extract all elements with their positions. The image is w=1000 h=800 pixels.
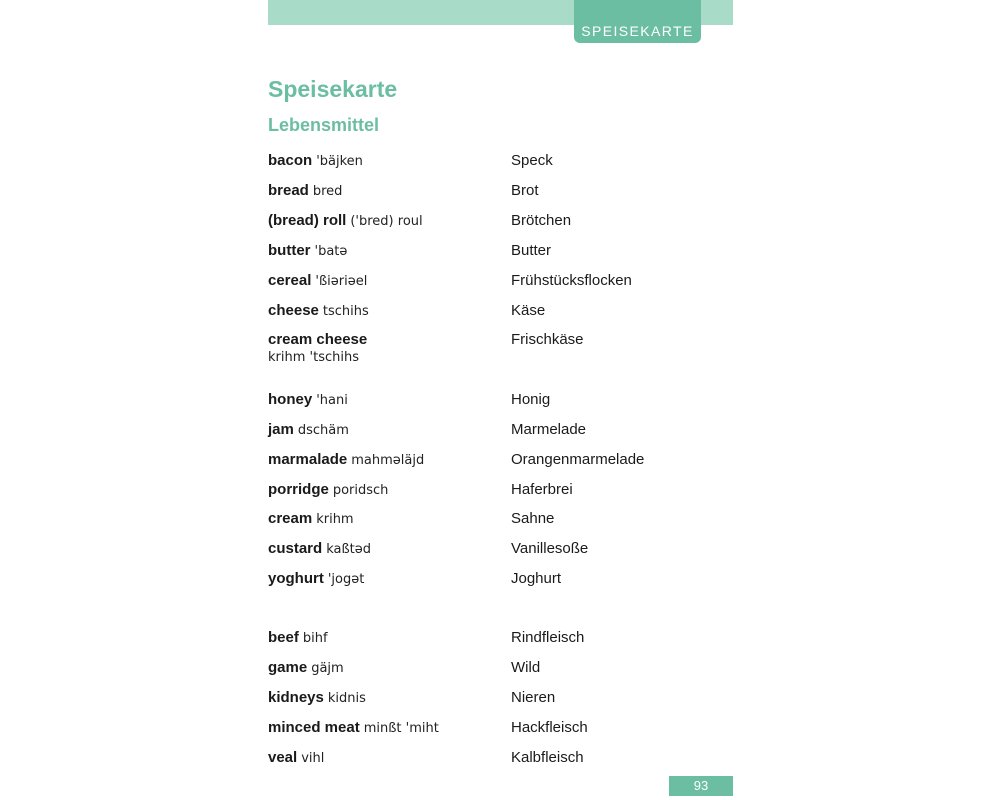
english-term: cream [268,510,313,527]
pronunciation: minßt 'miht [363,721,439,736]
pronunciation: 'batə [314,244,348,259]
english-term: cereal [268,272,312,289]
section-tab: SPEISEKARTE [574,0,701,43]
english-term: (bread) roll [268,212,347,229]
pronunciation: tschihs [322,304,369,319]
german-translation: Vanillesoße [511,540,589,557]
pronunciation: krihm 'tschihs [268,350,359,365]
german-translation: Käse [511,302,546,319]
pronunciation: bihf [302,631,328,646]
pronunciation: dschäm [297,423,349,438]
english-term: butter [268,242,311,259]
pronunciation: 'hani [316,393,348,408]
german-translation: Butter [511,242,552,259]
english-term: honey [268,391,313,408]
pronunciation: vihl [301,751,325,766]
german-translation: Frühstücksflocken [511,272,632,289]
german-translation: Marmelade [511,421,587,438]
pronunciation: bred [312,184,343,199]
german-translation: Wild [511,659,541,676]
english-term: yoghurt [268,570,324,587]
german-translation: Brötchen [511,212,572,229]
english-term: beef [268,629,299,646]
german-translation: Hackfleisch [511,719,588,736]
german-translation: Rindfleisch [511,629,585,646]
german-translation: Orangenmarmelade [511,451,645,468]
german-translation: Kalbfleisch [511,749,584,766]
page-title: Speisekarte [268,76,398,102]
english-term: cheese [268,302,319,319]
german-translation: Haferbrei [511,481,573,498]
english-term: veal [268,749,298,766]
english-term: minced meat [268,719,360,736]
english-term: bread [268,182,309,199]
german-translation: Frischkäse [511,331,584,348]
english-term: custard [268,540,323,557]
english-term: jam [268,421,294,438]
pronunciation: kidnis [327,691,366,706]
english-term: bacon [268,152,313,169]
german-translation: Nieren [511,689,556,706]
pronunciation: kaßtəd [326,542,371,557]
english-term: kidneys [268,689,324,706]
pronunciation: 'jogət [327,572,365,587]
pronunciation: ('bred) roul [350,214,423,229]
pronunciation: gäjm [311,661,344,676]
german-translation: Honig [511,391,551,408]
german-translation: Sahne [511,510,555,527]
german-translation: Brot [511,182,539,199]
page-number: 93 [669,776,733,796]
english-term: cream cheese [268,331,368,348]
english-term: game [268,659,308,676]
pronunciation: poridsch [332,483,389,498]
pronunciation: 'ßiəriəel [315,274,368,289]
pronunciation: mahməläjd [351,453,425,468]
german-translation: Speck [511,152,553,169]
pronunciation: krihm [316,512,354,527]
english-term: porridge [268,481,329,498]
german-translation: Joghurt [511,570,562,587]
english-term: marmalade [268,451,348,468]
section-subtitle: Lebensmittel [268,115,380,135]
pronunciation: 'bäjken [316,154,363,169]
